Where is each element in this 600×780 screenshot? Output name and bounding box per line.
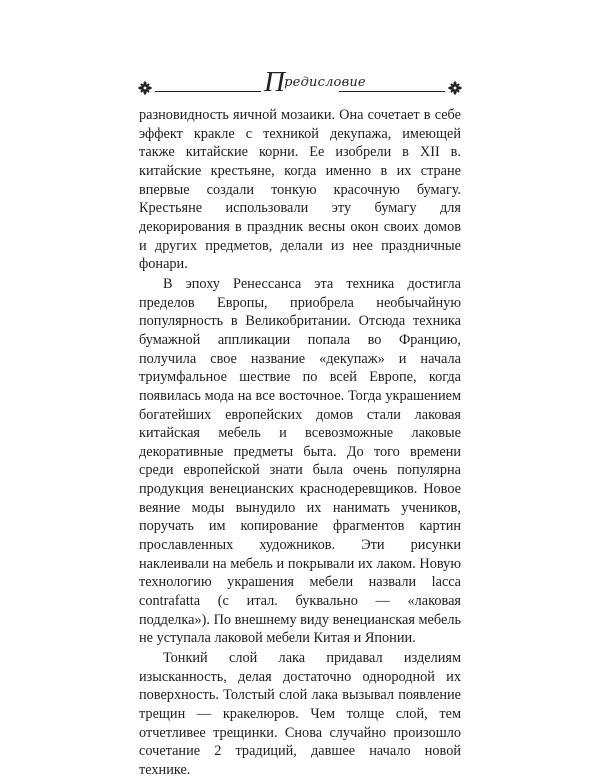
body-text [139,106,461,780]
fleuron-icon [448,81,462,95]
fleuron-icon [138,81,152,95]
page-title [264,66,366,99]
running-header [138,58,462,104]
header-rule-left [155,91,261,92]
paragraph: разновидность яичной мозаики. Она сочетает в себе эффект кракле с техникой декупажа, имеющей также китайские корни. Ее изобрели в XII в. китайские крестьяне, когда именно в их стране впервые создали тонкую красочную бумагу. Крестьяне использовали эту бумагу для декорирования в праздник весны окон своих домов и других предметов, делали из нее праздничные фонари. [139,107,461,273]
paragraph: Тонкий слой лака придавал изделиям изысканность, делая достаточно однородной их поверхность. Толстый слой лака вызывал появление трещин — кракелюров. Чем толще слой, тем отчетливее трещинки. Снова случайно произошло сочетание 2 традиций, давшее начало новой технике. [139,650,461,778]
header-rule-right [339,91,445,92]
paragraph: В эпоху Ренессанса эта техника достигла пределов Европы, приобрела необычайную популярность в Великобритании. Отсюда техника бумажной аппликации попала во Францию, получила свое название «декупаж» и начала триумфальное шествие по всей Европе, когда появилась мода на все восточное. Тогда украшением богатейших европейских домов стали лаковая китайская мебель и всевозможные лаковые декоративные предметы быта. До того времени среди европейской знати была очень популярна продукция венецианских краснодеревщиков. Новое веяние моды вынудило их нанимать учеников, поручать им копирование фрагментов картин прославленных художников. Эти рисунки наклеивали на мебель и покрывали их лаком. Новую технологию украшения мебели назвали lacca contrafatta (с итал. буквально — «лаковая подделка»). По внешнему виду венецианская мебель не уступала лаковой мебели Китая и Японии. [139,275,461,647]
page-title-initial: П [264,66,286,98]
page-title-rest: редисловие [284,75,366,90]
